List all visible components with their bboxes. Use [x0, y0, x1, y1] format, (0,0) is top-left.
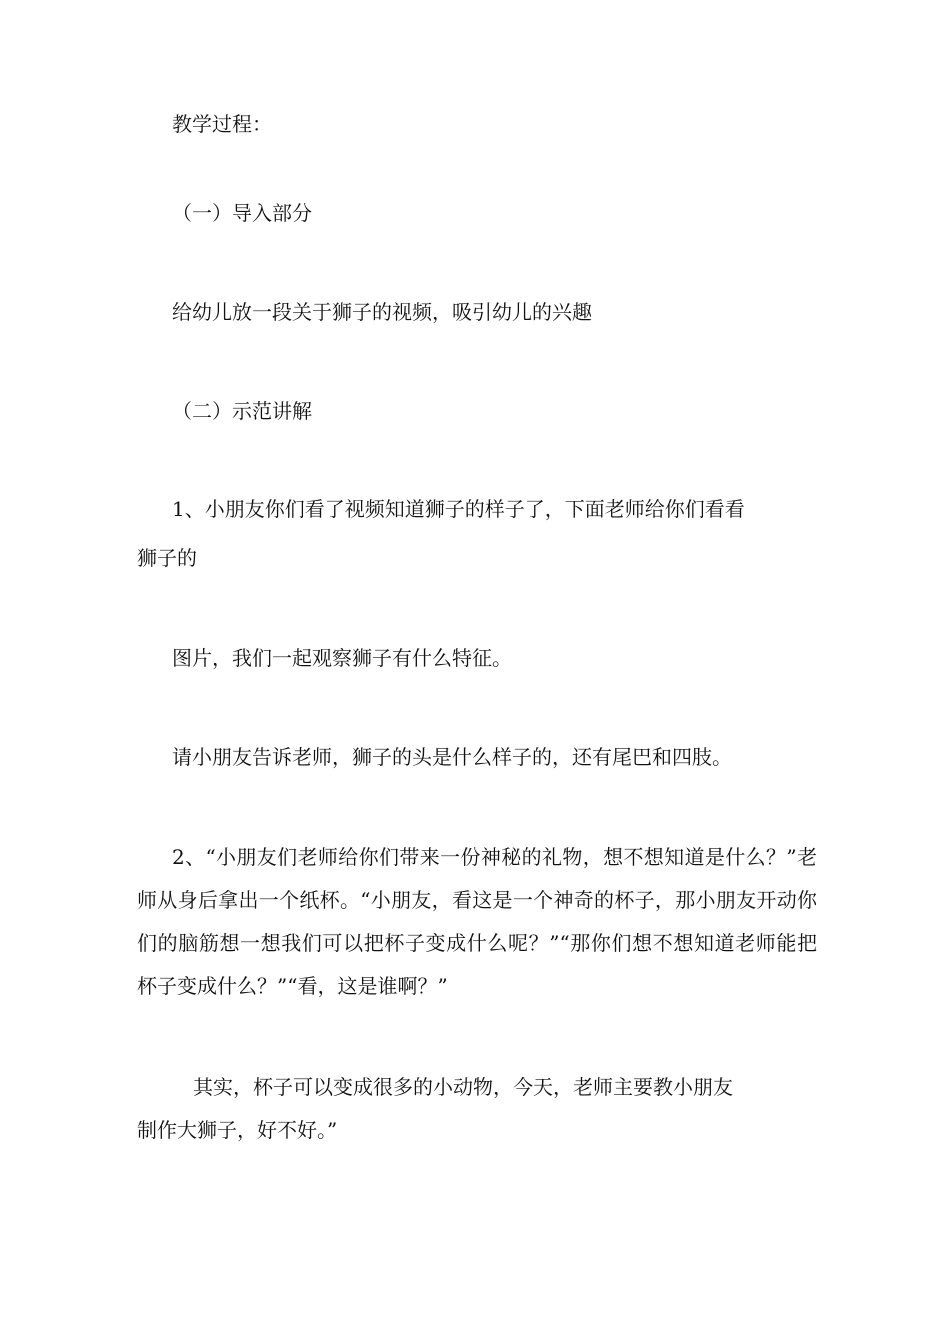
item-one-line-1: 1、小朋友你们看了视频知道狮子的样子了，下面老师给你们看看 — [172, 497, 745, 521]
item-one-line-2: 狮子的 — [137, 546, 197, 570]
item-one-question: 请小朋友告诉老师，狮子的头是什么样子的，还有尾巴和四肢。 — [172, 745, 732, 769]
closing-line-2: 制作大狮子，好不好。” — [137, 1118, 338, 1142]
section-one-title: （一）导入部分 — [172, 201, 312, 225]
item-one-line-3: 图片，我们一起观察狮子有什么特征。 — [172, 646, 512, 670]
item-two-paragraph: 2、“小朋友们老师给你们带来一份神秘的礼物，想不想知道是什么？”老师从身后拿出一个纸杯。“小朋友，看这是一个神奇的杯子，那小朋友开动你们的脑筋想一想我们可以把杯子变成什么呢？”“那你们想不想知道老师能把杯子变成什么？”“看，这是谁啊？” — [137, 845, 817, 998]
section-two-title: （二）示范讲解 — [172, 399, 312, 423]
section-one-text: 给幼儿放一段关于狮子的视频，吸引幼儿的兴趣 — [172, 300, 592, 324]
heading-teaching-process: 教学过程： — [172, 112, 272, 136]
closing-line-1: 其实，杯子可以变成很多的小动物，今天，老师主要教小朋友 — [193, 1075, 733, 1099]
